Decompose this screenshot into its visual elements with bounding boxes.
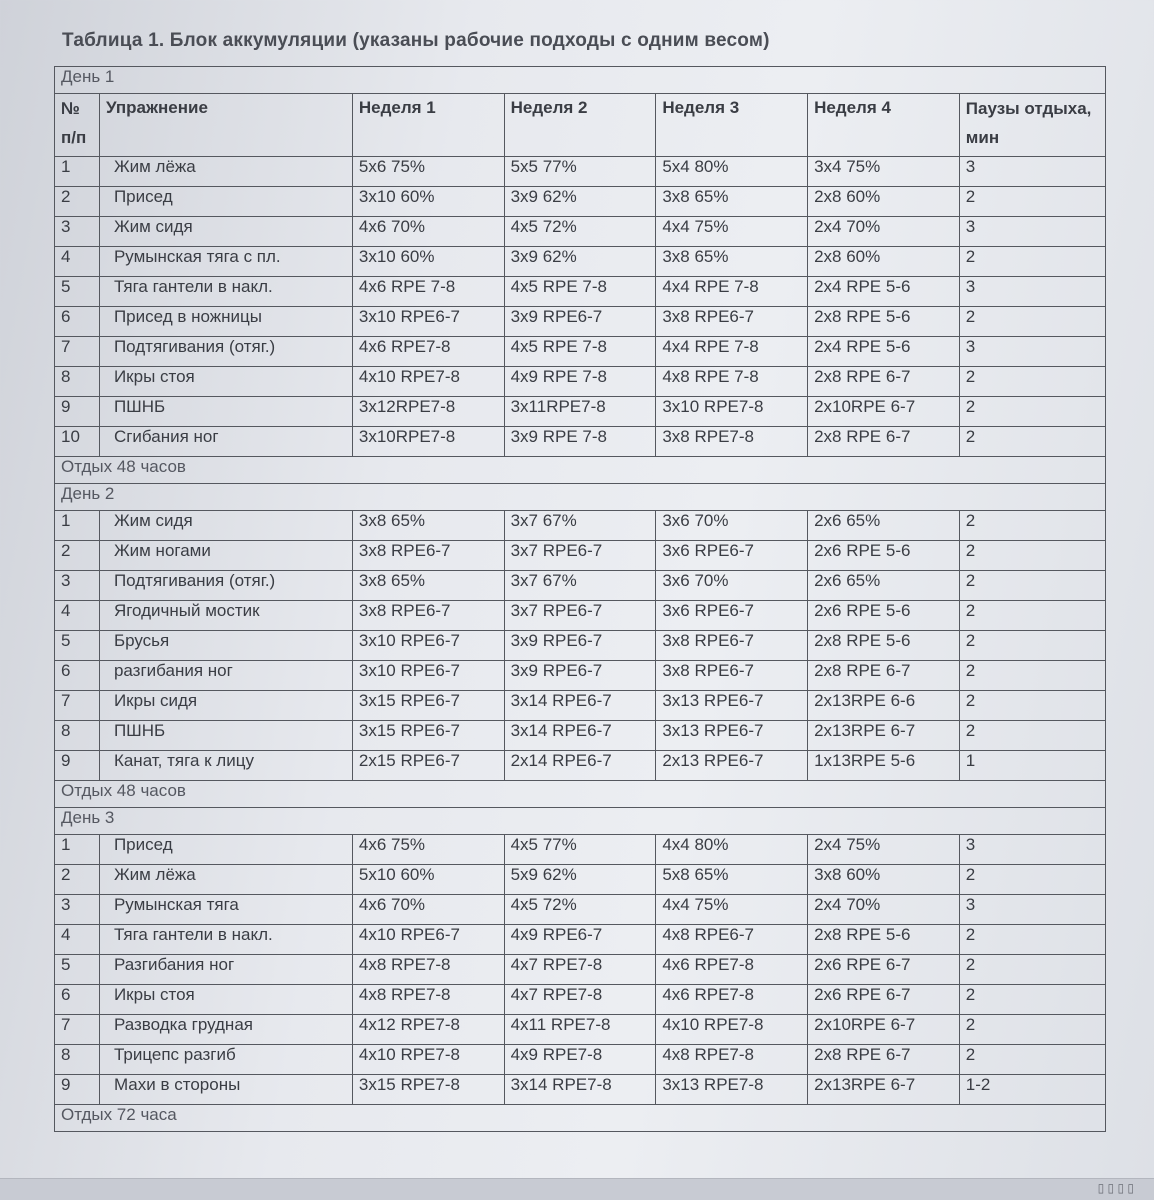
header-week: Неделя 4 [808,94,960,157]
exercise-name: Икры стоя [99,985,352,1015]
week-load: 3x8 65% [352,511,504,541]
week-load: 4x5 72% [504,895,656,925]
week-load: 2x6 65% [808,571,960,601]
exercise-name: Подтягивания (отяг.) [99,571,352,601]
table-row [55,691,1106,721]
row-number: 5 [55,277,100,307]
rest-minutes: 2 [959,511,1105,541]
exercise-name: Канат, тяга к лицу [99,751,352,781]
week-load: 5x6 75% [352,157,504,187]
week-load: 3x8 RPE6-7 [656,631,808,661]
week-load: 4x6 RPE7-8 [656,955,808,985]
week-load: 4x10 RPE7-8 [656,1015,808,1045]
rest-minutes: 2 [959,925,1105,955]
exercise-name: Разгибания ног [99,955,352,985]
week-load: 3x9 RPE6-7 [504,307,656,337]
week-load: 3x10 RPE7-8 [656,397,808,427]
rest-minutes: 2 [959,661,1105,691]
week-load: 2x4 70% [808,895,960,925]
rest-minutes: 2 [959,367,1105,397]
week-load: 2x8 RPE 5-6 [808,925,960,955]
header-row [55,94,1106,157]
week-load: 3x14 RPE6-7 [504,691,656,721]
week-load: 4x7 RPE7-8 [504,955,656,985]
week-load: 4x4 75% [656,895,808,925]
week-load: 4x8 RPE6-7 [656,925,808,955]
week-load: 3x8 RPE6-7 [352,601,504,631]
week-load: 3x6 70% [656,571,808,601]
exercise-name: Подтягивания (отяг.) [99,337,352,367]
row-number: 3 [55,895,100,925]
week-load: 2x8 RPE 6-7 [808,427,960,457]
exercise-name: Сгибания ног [99,427,352,457]
row-number: 6 [55,307,100,337]
table-row [55,601,1106,631]
row-number: 9 [55,397,100,427]
week-load: 4x5 RPE 7-8 [504,277,656,307]
table-row [55,367,1106,397]
row-number: 3 [55,571,100,601]
row-number: 6 [55,985,100,1015]
week-load: 3x7 RPE6-7 [504,541,656,571]
table-row [55,427,1106,457]
week-load: 2x4 75% [808,835,960,865]
row-number: 1 [55,511,100,541]
table-row [55,337,1106,367]
rest-row [55,1105,1106,1132]
table-row [55,511,1106,541]
rest-minutes: 2 [959,307,1105,337]
table-row [55,1075,1106,1105]
week-load: 2x8 60% [808,187,960,217]
week-load: 3x13 RPE6-7 [656,721,808,751]
week-load: 3x12RPE7-8 [352,397,504,427]
table-row [55,1045,1106,1075]
exercise-name: Присед в ножницы [99,307,352,337]
week-load: 4x8 RPE7-8 [656,1045,808,1075]
exercise-name: Брусья [99,631,352,661]
exercise-name: Жим сидя [99,217,352,247]
rest-minutes: 1 [959,751,1105,781]
table-row [55,1015,1106,1045]
week-load: 2x10RPE 6-7 [808,397,960,427]
week-load: 4x5 72% [504,217,656,247]
table-row [55,865,1106,895]
week-load: 5x5 77% [504,157,656,187]
week-load: 4x6 RPE 7-8 [352,277,504,307]
day-title-row [55,808,1106,835]
week-load: 4x8 RPE7-8 [352,955,504,985]
week-load: 3x10 60% [352,187,504,217]
header-exercise: Упражнение [99,94,352,157]
day-title: День 1 [55,67,1106,94]
rest-minutes: 1-2 [959,1075,1105,1105]
week-load: 2x13 RPE6-7 [656,751,808,781]
week-load: 2x6 RPE 5-6 [808,601,960,631]
rest-minutes: 2 [959,721,1105,751]
day-title-row [55,67,1106,94]
rest-minutes: 3 [959,217,1105,247]
week-load: 4x7 RPE7-8 [504,985,656,1015]
table-row [55,985,1106,1015]
week-load: 2x8 60% [808,247,960,277]
table-row [55,661,1106,691]
rest-minutes: 2 [959,631,1105,661]
row-number: 8 [55,721,100,751]
table-row [55,895,1106,925]
week-load: 2x4 RPE 5-6 [808,337,960,367]
week-load: 3x9 RPE6-7 [504,631,656,661]
week-load: 5x8 65% [656,865,808,895]
exercise-name: Присед [99,187,352,217]
week-load: 4x6 RPE7-8 [656,985,808,1015]
week-load: 2x8 RPE 6-7 [808,1045,960,1075]
week-load: 4x12 RPE7-8 [352,1015,504,1045]
table-row [55,751,1106,781]
exercise-name: ПШНБ [99,721,352,751]
table-row [55,541,1106,571]
exercise-name: ПШНБ [99,397,352,427]
header-rest: Паузы отдыха, мин [959,94,1105,157]
table-row [55,307,1106,337]
header-week: Неделя 1 [352,94,504,157]
rest-note: Отдых 48 часов [55,781,1106,808]
tray-icons: ▯ ▯ ▯ ▯ [1097,1181,1134,1195]
rest-minutes: 2 [959,541,1105,571]
table-row [55,925,1106,955]
table-row [55,835,1106,865]
row-number: 1 [55,157,100,187]
table-caption: Таблица 1. Блок аккумуляции (указаны рабочие подходы с одним весом) [62,30,770,51]
rest-minutes: 2 [959,601,1105,631]
rest-minutes: 2 [959,397,1105,427]
week-load: 4x8 RPE7-8 [352,985,504,1015]
rest-note: Отдых 72 часа [55,1105,1106,1132]
row-number: 8 [55,1045,100,1075]
exercise-name: Жим лёжа [99,865,352,895]
week-load: 2x8 RPE 5-6 [808,631,960,661]
training-table [54,66,1106,1132]
week-load: 2x10RPE 6-7 [808,1015,960,1045]
week-load: 4x4 80% [656,835,808,865]
week-load: 4x5 77% [504,835,656,865]
exercise-name: Румынская тяга [99,895,352,925]
week-load: 2x6 RPE 6-7 [808,955,960,985]
week-load: 2x6 RPE 5-6 [808,541,960,571]
week-load: 3x15 RPE7-8 [352,1075,504,1105]
header-week: Неделя 3 [656,94,808,157]
exercise-name: разгибания ног [99,661,352,691]
week-load: 3x11RPE7-8 [504,397,656,427]
row-number: 7 [55,691,100,721]
row-number: 5 [55,631,100,661]
table-row [55,157,1106,187]
week-load: 4x5 RPE 7-8 [504,337,656,367]
row-number: 8 [55,367,100,397]
exercise-name: Жим сидя [99,511,352,541]
week-load: 3x9 62% [504,247,656,277]
week-load: 4x10 RPE6-7 [352,925,504,955]
exercise-name: Икры стоя [99,367,352,397]
week-load: 5x9 62% [504,865,656,895]
row-number: 5 [55,955,100,985]
week-load: 3x6 RPE6-7 [656,601,808,631]
week-load: 4x4 RPE 7-8 [656,337,808,367]
rest-minutes: 2 [959,247,1105,277]
week-load: 3x15 RPE6-7 [352,721,504,751]
week-load: 3x9 RPE6-7 [504,661,656,691]
week-load: 3x14 RPE6-7 [504,721,656,751]
week-load: 3x13 RPE6-7 [656,691,808,721]
row-number: 3 [55,217,100,247]
week-load: 4x10 RPE7-8 [352,1045,504,1075]
week-load: 3x10RPE7-8 [352,427,504,457]
week-load: 5x4 80% [656,157,808,187]
week-load: 2x13RPE 6-7 [808,1075,960,1105]
rest-minutes: 3 [959,157,1105,187]
table-row [55,277,1106,307]
exercise-name: Жим лёжа [99,157,352,187]
week-load: 3x14 RPE7-8 [504,1075,656,1105]
header-week: Неделя 2 [504,94,656,157]
table-row [55,571,1106,601]
week-load: 4x6 70% [352,217,504,247]
exercise-name: Жим ногами [99,541,352,571]
rest-minutes: 3 [959,895,1105,925]
week-load: 3x15 RPE6-7 [352,691,504,721]
week-load: 3x8 RPE6-7 [656,307,808,337]
rest-minutes: 2 [959,427,1105,457]
week-load: 5x10 60% [352,865,504,895]
row-number: 2 [55,865,100,895]
rest-minutes: 3 [959,835,1105,865]
row-number: 2 [55,187,100,217]
week-load: 4x9 RPE 7-8 [504,367,656,397]
week-load: 3x10 RPE6-7 [352,631,504,661]
day-title: День 3 [55,808,1106,835]
week-load: 2x8 RPE 6-7 [808,661,960,691]
day-title-row [55,484,1106,511]
table-row [55,217,1106,247]
exercise-name: Присед [99,835,352,865]
rest-minutes: 2 [959,1015,1105,1045]
exercise-name: Тяга гантели в накл. [99,277,352,307]
rest-minutes: 3 [959,277,1105,307]
week-load: 3x8 65% [656,187,808,217]
rest-minutes: 3 [959,337,1105,367]
week-load: 3x8 RPE6-7 [352,541,504,571]
document-page [40,22,1120,1172]
week-load: 2x4 RPE 5-6 [808,277,960,307]
week-load: 3x6 70% [656,511,808,541]
week-load: 3x8 RPE6-7 [656,661,808,691]
rest-minutes: 2 [959,571,1105,601]
week-load: 3x13 RPE7-8 [656,1075,808,1105]
table-row [55,187,1106,217]
week-load: 4x8 RPE 7-8 [656,367,808,397]
row-number: 1 [55,835,100,865]
rest-minutes: 2 [959,1045,1105,1075]
exercise-name: Румынская тяга с пл. [99,247,352,277]
rest-row [55,457,1106,484]
week-load: 2x8 RPE 5-6 [808,307,960,337]
exercise-name: Икры сидя [99,691,352,721]
week-load: 4x11 RPE7-8 [504,1015,656,1045]
exercise-name: Трицепс разгиб [99,1045,352,1075]
table-row [55,955,1106,985]
week-load: 3x10 60% [352,247,504,277]
week-load: 3x8 65% [656,247,808,277]
week-load: 3x6 RPE6-7 [656,541,808,571]
week-load: 3x8 65% [352,571,504,601]
week-load: 2x13RPE 6-7 [808,721,960,751]
exercise-name: Тяга гантели в накл. [99,925,352,955]
week-load: 2x14 RPE6-7 [504,751,656,781]
row-number: 7 [55,337,100,367]
row-number: 4 [55,925,100,955]
row-number: 10 [55,427,100,457]
header-no: № п/п [55,94,100,157]
row-number: 9 [55,1075,100,1105]
week-load: 3x4 75% [808,157,960,187]
row-number: 7 [55,1015,100,1045]
exercise-name: Махи в стороны [99,1075,352,1105]
week-load: 3x7 RPE6-7 [504,601,656,631]
rest-row [55,781,1106,808]
week-load: 1x13RPE 5-6 [808,751,960,781]
week-load: 3x10 RPE6-7 [352,307,504,337]
week-load: 4x6 70% [352,895,504,925]
week-load: 3x7 67% [504,571,656,601]
week-load: 3x8 60% [808,865,960,895]
week-load: 4x10 RPE7-8 [352,367,504,397]
table-row [55,397,1106,427]
week-load: 2x8 RPE 6-7 [808,367,960,397]
rest-minutes: 2 [959,955,1105,985]
week-load: 4x4 75% [656,217,808,247]
week-load: 2x6 RPE 6-7 [808,985,960,1015]
exercise-name: Ягодичный мостик [99,601,352,631]
exercise-name: Разводка грудная [99,1015,352,1045]
week-load: 3x9 RPE 7-8 [504,427,656,457]
rest-note: Отдых 48 часов [55,457,1106,484]
week-load: 2x13RPE 6-6 [808,691,960,721]
table-row [55,631,1106,661]
week-load: 3x7 67% [504,511,656,541]
week-load: 2x15 RPE6-7 [352,751,504,781]
week-load: 2x4 70% [808,217,960,247]
rest-minutes: 2 [959,985,1105,1015]
rest-minutes: 2 [959,691,1105,721]
week-load: 3x9 62% [504,187,656,217]
table-row [55,247,1106,277]
row-number: 4 [55,601,100,631]
week-load: 2x6 65% [808,511,960,541]
week-load: 3x10 RPE6-7 [352,661,504,691]
week-load: 4x4 RPE 7-8 [656,277,808,307]
rest-minutes: 2 [959,187,1105,217]
row-number: 9 [55,751,100,781]
week-load: 3x8 RPE7-8 [656,427,808,457]
week-load: 4x9 RPE6-7 [504,925,656,955]
taskbar [0,1178,1154,1200]
week-load: 4x9 RPE7-8 [504,1045,656,1075]
week-load: 4x6 RPE7-8 [352,337,504,367]
rest-minutes: 2 [959,865,1105,895]
day-title: День 2 [55,484,1106,511]
table-row [55,721,1106,751]
row-number: 2 [55,541,100,571]
row-number: 4 [55,247,100,277]
week-load: 4x6 75% [352,835,504,865]
row-number: 6 [55,661,100,691]
